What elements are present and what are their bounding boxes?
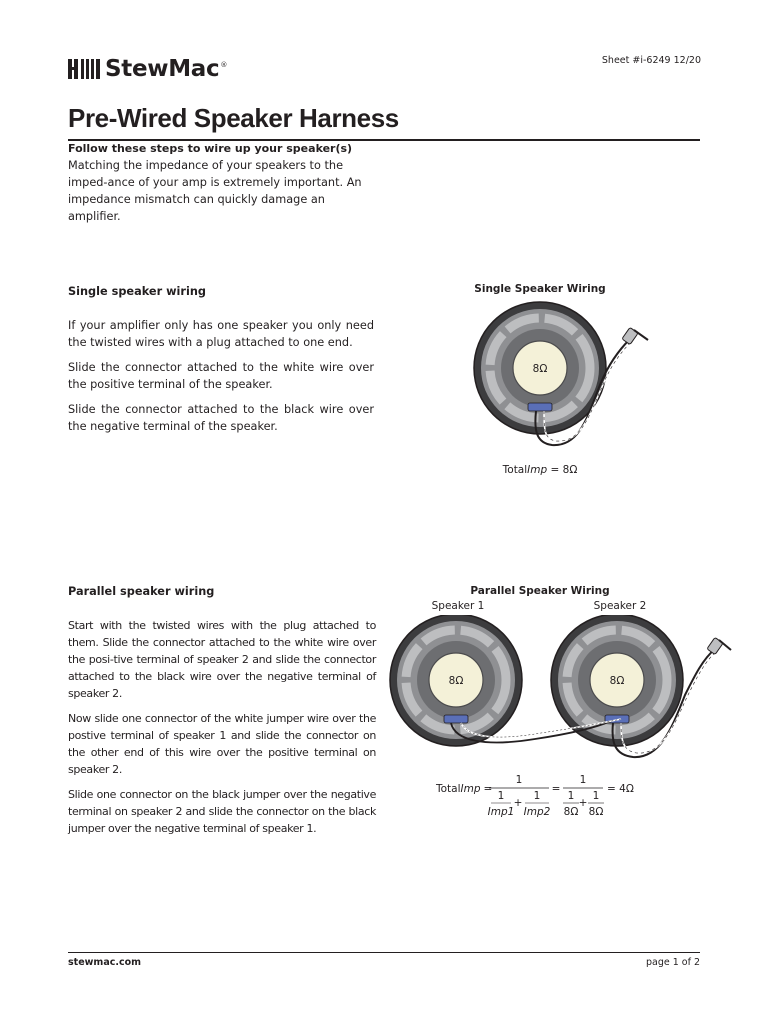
speaker-2-label: Speaker 2	[593, 600, 647, 612]
svg-text:1: 1	[579, 774, 587, 786]
sheet-number: Sheet #i-6249 12/20	[601, 55, 701, 66]
page-title: Pre-Wired Speaker Harness	[68, 103, 399, 133]
single-speaker-diagram	[440, 295, 670, 485]
svg-text:8Ω: 8Ω	[588, 806, 604, 818]
svg-text:1: 1	[515, 774, 523, 786]
stewmac-logo-icon	[68, 59, 100, 79]
speaker-1-label: Speaker 1	[431, 600, 485, 612]
speaker-2-impedance: 8Ω	[609, 675, 625, 687]
parallel-paragraph-3: Slide one connector on the black jumper over the negative terminal on speaker 2 and slide the connector on the black jumper over the negative terminal of speaker 1.	[68, 788, 376, 835]
parallel-wiring-text	[68, 617, 376, 845]
svg-text:= 4Ω: = 4Ω	[607, 783, 634, 795]
svg-text:1: 1	[567, 790, 575, 802]
parallel-paragraph-1: Start with the twisted wires with the plug attached to them. Slide the connector attached to the white wire over the posi-tive terminal of speaker 2 and slide the connector attached to the black wire over the negative terminal of speaker 2.	[68, 619, 376, 700]
svg-text:+: +	[578, 797, 588, 809]
parallel-speaker-diagram	[385, 615, 740, 820]
single-wiring-heading: Single speaker wiring	[68, 285, 206, 298]
registered-mark: ®	[220, 61, 228, 69]
single-paragraph-3: Slide the connector attached to the black wire over the negative terminal of the speaker.	[68, 403, 374, 433]
speaker-1-impedance: 8Ω	[448, 675, 464, 687]
single-total-impedance: TotalImp = 8Ω	[502, 464, 578, 476]
svg-text:Imp1: Imp1	[487, 806, 515, 818]
parallel-impedance-formula	[435, 774, 634, 818]
svg-text:=: =	[551, 783, 561, 795]
parallel-figure-title: Parallel Speaker Wiring	[470, 585, 610, 597]
svg-text:+: +	[513, 797, 523, 809]
single-wiring-text	[68, 317, 374, 443]
footer-divider	[68, 952, 700, 953]
single-paragraph-2: Slide the connector attached to the white wire over the positive terminal of the speaker.	[68, 361, 374, 391]
intro-body: Matching the impedance of your speakers to the imped-ance of your amp is extremely important. An impedance mismatch can quickly damage an amplifier.	[68, 159, 362, 223]
svg-text:1: 1	[592, 790, 600, 802]
brand-name: StewMac	[105, 56, 220, 82]
svg-text:Imp2: Imp2	[523, 806, 551, 818]
svg-text:1: 1	[497, 790, 505, 802]
svg-text:8Ω: 8Ω	[563, 806, 579, 818]
brand-logo	[68, 56, 227, 82]
svg-text:TotalImp=: TotalImp =	[436, 783, 493, 795]
intro-heading: Follow these steps to wire up your speaker(s)	[68, 142, 353, 155]
title-divider	[68, 139, 700, 141]
footer-page-number: page 1 of 2	[645, 957, 700, 968]
single-speaker-impedance: 8Ω	[532, 363, 548, 375]
svg-text:1: 1	[533, 790, 541, 802]
parallel-wiring-heading: Parallel speaker wiring	[68, 585, 215, 598]
parallel-paragraph-2: Now slide one connector of the white jumper wire over the postive terminal of speaker 1 and slide the connector on the other end of this wire over the positive terminal on speaker 2.	[68, 712, 376, 776]
footer-website-link[interactable]: stewmac.com	[68, 957, 142, 968]
single-paragraph-1: If your amplifier only has one speaker you only need the twisted wires with a plug attached to one end.	[68, 319, 374, 349]
single-figure-title: Single Speaker Wiring	[474, 283, 606, 295]
